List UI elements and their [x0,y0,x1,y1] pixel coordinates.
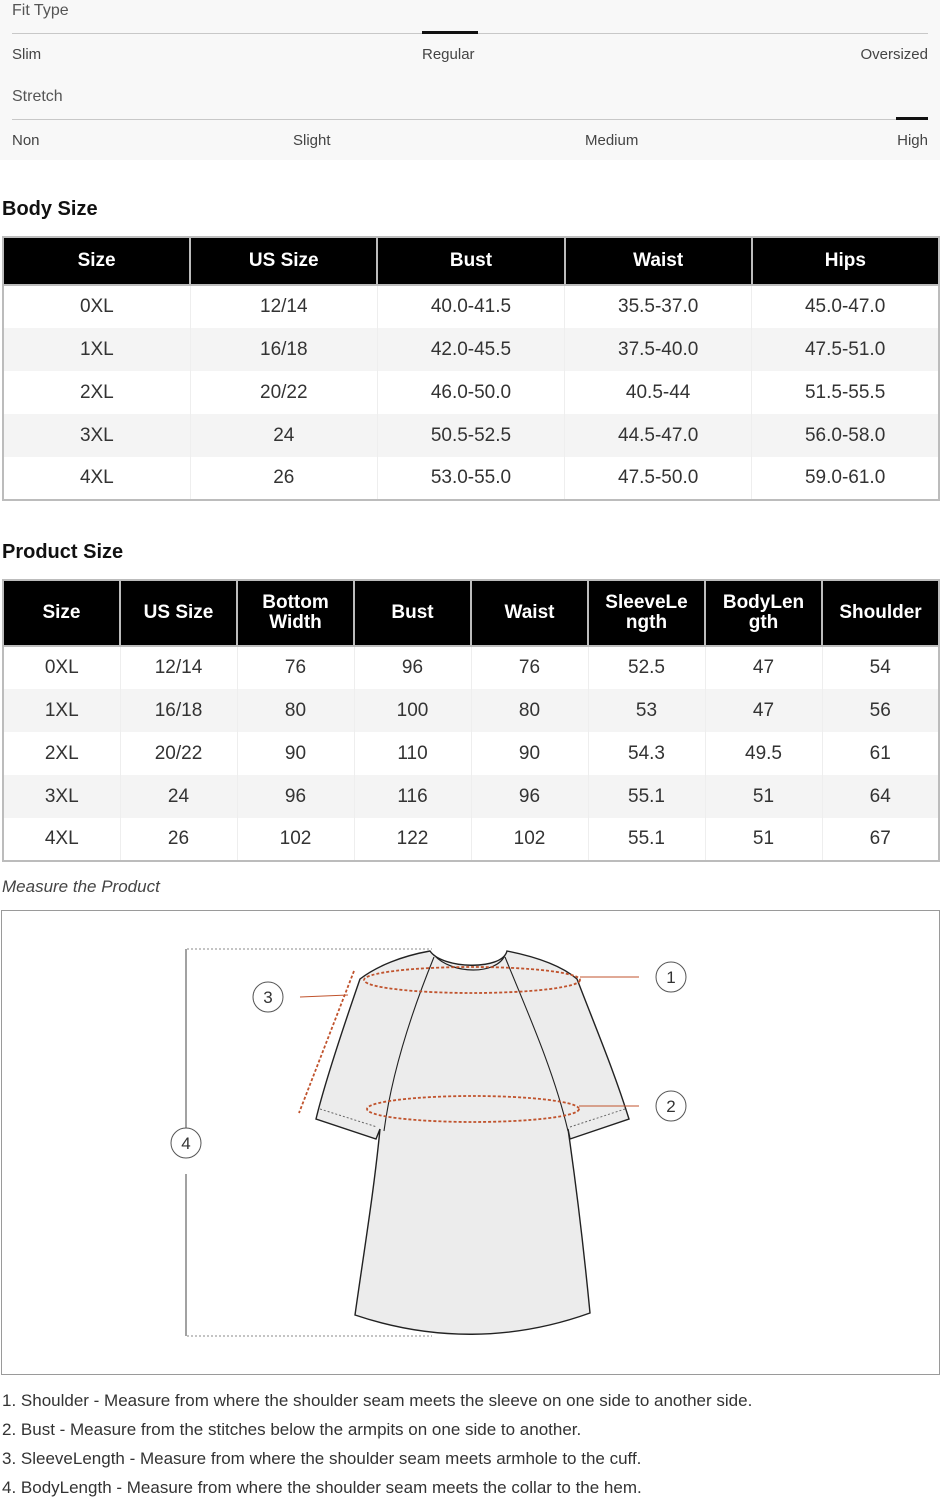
table-cell: 54.3 [588,732,705,775]
table-cell: 49.5 [705,732,822,775]
table-cell: 3XL [3,775,120,818]
table-cell: 46.0-50.0 [377,371,564,414]
table-cell: 54 [822,646,939,689]
table-cell: 96 [354,646,471,689]
table-cell: 45.0-47.0 [752,285,939,328]
svg-text:4: 4 [181,1134,191,1153]
table-row [3,371,939,414]
table-cell: 42.0-45.5 [377,328,564,371]
stretch-scale [12,119,928,120]
callout-2 [656,1091,686,1121]
table-cell: 51.5-55.5 [752,371,939,414]
instruction-sleeve-length: 3. SleeveLength - Measure from where the shoulder seam meets armhole to the cuff. [2,1449,642,1468]
callout-3 [253,982,283,1012]
table-cell: 47 [705,646,822,689]
table-cell: 24 [120,775,237,818]
column-header: Size [3,580,120,646]
table-cell: 4XL [3,457,190,500]
table-cell: 4XL [3,818,120,861]
table-cell: 2XL [3,732,120,775]
table-cell: 12/14 [190,285,377,328]
table-cell: 116 [354,775,471,818]
table-cell: 52.5 [588,646,705,689]
table-cell: 110 [354,732,471,775]
tshirt-diagram [2,911,941,1376]
callout-1 [656,962,686,992]
table-cell: 26 [190,457,377,500]
table-cell: 61 [822,732,939,775]
table-row [3,328,939,371]
table-cell: 122 [354,818,471,861]
fit-stretch-panel [0,0,940,160]
table-cell: 76 [237,646,354,689]
instruction-shoulder: 1. Shoulder - Measure from where the shoulder seam meets the sleeve on one side to another side. [2,1391,753,1410]
svg-text:1: 1 [666,968,676,987]
column-header: SleeveLe ngth [588,580,705,646]
table-cell: 47.5-51.0 [752,328,939,371]
body-size-table [2,236,940,501]
fit-type-indicator [422,31,478,34]
table-cell: 37.5-40.0 [565,328,752,371]
stretch-option-high: High [897,132,928,149]
measure-instructions [2,1390,932,1500]
tshirt-outline [316,951,629,1334]
column-header: Size [3,237,190,285]
table-cell: 51 [705,775,822,818]
table-cell: 47.5-50.0 [565,457,752,500]
svg-text:3: 3 [263,988,273,1007]
table-cell: 55.1 [588,775,705,818]
stretch-label: Stretch [12,88,63,105]
table-cell: 59.0-61.0 [752,457,939,500]
instruction-bust: 2. Bust - Measure from the stitches below the armpits on one side to another. [2,1420,582,1439]
column-header: Bust [377,237,564,285]
table-cell: 100 [354,689,471,732]
table-cell: 56.0-58.0 [752,414,939,457]
sleeve-leader [300,995,348,997]
table-cell: 90 [237,732,354,775]
table-cell: 96 [471,775,588,818]
column-header: Waist [471,580,588,646]
table-cell: 20/22 [120,732,237,775]
table-row [3,732,939,775]
table-cell: 16/18 [190,328,377,371]
table-cell: 35.5-37.0 [565,285,752,328]
table-cell: 102 [237,818,354,861]
table-cell: 26 [120,818,237,861]
table-row [3,689,939,732]
table-cell: 50.5-52.5 [377,414,564,457]
table-cell: 53 [588,689,705,732]
body-size-title: Body Size [2,198,98,220]
table-cell: 2XL [3,371,190,414]
instruction-body-length: 4. BodyLength - Measure from where the shoulder seam meets the collar to the hem. [2,1478,642,1497]
column-header: Shoulder [822,580,939,646]
fit-type-label: Fit Type [12,2,69,19]
svg-text:2: 2 [666,1097,676,1116]
stretch-option-medium: Medium [585,132,639,149]
stretch-option-slight: Slight [293,132,331,149]
table-cell: 40.5-44 [565,371,752,414]
product-size-title: Product Size [2,541,124,563]
table-cell: 44.5-47.0 [565,414,752,457]
product-size-table [2,579,940,862]
column-header: Waist [565,237,752,285]
fit-option-oversized: Oversized [860,46,928,63]
table-row [3,818,939,861]
table-cell: 20/22 [190,371,377,414]
table-cell: 0XL [3,646,120,689]
measure-title: Measure the Product [2,877,160,896]
table-cell: 80 [471,689,588,732]
table-cell: 64 [822,775,939,818]
table-cell: 90 [471,732,588,775]
measurement-diagram [1,910,940,1375]
table-cell: 16/18 [120,689,237,732]
column-header: BodyLen gth [705,580,822,646]
table-cell: 51 [705,818,822,861]
table-row [3,285,939,328]
table-cell: 40.0-41.5 [377,285,564,328]
table-cell: 0XL [3,285,190,328]
fit-option-slim: Slim [12,46,42,63]
table-cell: 24 [190,414,377,457]
table-cell: 12/14 [120,646,237,689]
table-row [3,646,939,689]
table-cell: 56 [822,689,939,732]
table-row [3,775,939,818]
table-row [3,457,939,500]
table-cell: 67 [822,818,939,861]
fit-option-regular: Regular [422,46,475,63]
callout-4 [171,1128,201,1158]
table-cell: 96 [237,775,354,818]
table-cell: 102 [471,818,588,861]
table-cell: 55.1 [588,818,705,861]
table-cell: 53.0-55.0 [377,457,564,500]
table-cell: 47 [705,689,822,732]
table-cell: 80 [237,689,354,732]
table-cell: 1XL [3,328,190,371]
column-header: Bottom Width [237,580,354,646]
column-header: US Size [120,580,237,646]
table-cell: 76 [471,646,588,689]
column-header: US Size [190,237,377,285]
stretch-option-non: Non [12,132,40,149]
table-row [3,414,939,457]
table-cell: 1XL [3,689,120,732]
table-cell: 3XL [3,414,190,457]
column-header: Hips [752,237,939,285]
stretch-indicator [896,117,928,120]
column-header: Bust [354,580,471,646]
